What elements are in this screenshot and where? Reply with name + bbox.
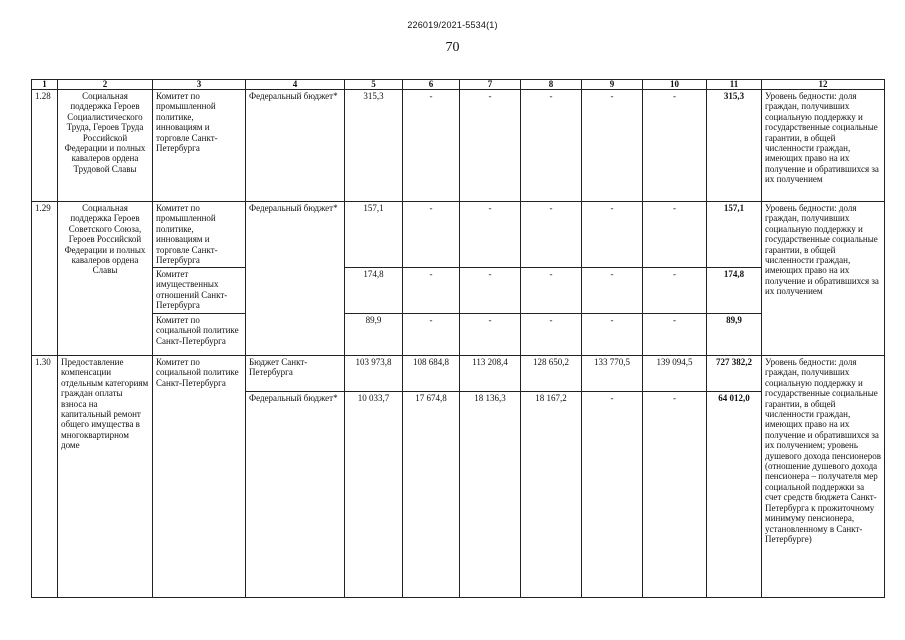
value-cell: - <box>460 314 521 356</box>
value-cell: - <box>582 202 643 268</box>
column-header: 8 <box>521 80 582 90</box>
column-header: 7 <box>460 80 521 90</box>
value-cell: 10 033,7 <box>345 392 403 598</box>
value-cell: 315,3 <box>345 90 403 202</box>
column-header: 9 <box>582 80 643 90</box>
table-row <box>32 90 885 202</box>
table-row <box>32 356 885 392</box>
value-cell: 139 094,5 <box>643 356 707 392</box>
value-cell: 89,9 <box>345 314 403 356</box>
column-header: 12 <box>762 80 885 90</box>
value-cell: - <box>403 314 460 356</box>
column-header: 3 <box>153 80 246 90</box>
total-cell: 157,1 <box>707 202 762 268</box>
value-cell: - <box>521 314 582 356</box>
table-row <box>32 268 885 314</box>
program-table <box>31 79 885 598</box>
document-id: 226019/2021-5534(1) <box>407 20 498 30</box>
value-cell: - <box>521 202 582 268</box>
value-cell: 133 770,5 <box>582 356 643 392</box>
value-cell: - <box>403 268 460 314</box>
total-cell: 89,9 <box>707 314 762 356</box>
value-cell: - <box>403 90 460 202</box>
value-cell: - <box>582 90 643 202</box>
measure-name: Предоставление компенсации отдельным категориям граждан оплаты взноса на капитальный ремонт общего имущества в многоквартирном доме <box>58 356 153 598</box>
executor: Комитет по промышленной политике, инновациям и торговле Санкт-Петербурга <box>153 202 246 268</box>
value-cell: 108 684,8 <box>403 356 460 392</box>
row-number: 1.28 <box>32 90 58 202</box>
value-cell: 18 167,2 <box>521 392 582 598</box>
executor: Комитет по социальной политике Санкт-Петербурга <box>153 356 246 598</box>
value-cell: - <box>460 90 521 202</box>
value-cell: - <box>582 314 643 356</box>
value-cell: - <box>460 268 521 314</box>
executor: Комитет по промышленной политике, инновациям и торговле Санкт-Петербурга <box>153 90 246 202</box>
total-cell: 315,3 <box>707 90 762 202</box>
executor: Комитет имущественных отношений Санкт-Петербурга <box>153 268 246 314</box>
value-cell: - <box>643 314 707 356</box>
value-cell: 174,8 <box>345 268 403 314</box>
value-cell: 17 674,8 <box>403 392 460 598</box>
row-number: 1.30 <box>32 356 58 598</box>
column-header: 6 <box>403 80 460 90</box>
column-header: 5 <box>345 80 403 90</box>
column-header: 4 <box>246 80 345 90</box>
measure-name: Социальная поддержка Героев Советского Союза, Героев Российской Федерации и полных кавалеров ордена Славы <box>58 202 153 356</box>
column-header: 2 <box>58 80 153 90</box>
value-cell: - <box>582 392 643 598</box>
indicator: Уровень бедности: доля граждан, получивших социальную поддержку и государственные социальные гарантии, в общей численности граждан, имеющих право на их получение и обратившихся за их получением <box>762 202 885 356</box>
value-cell: - <box>643 268 707 314</box>
table-row <box>32 202 885 268</box>
executor: Комитет по социальной политике Санкт-Петербурга <box>153 314 246 356</box>
column-header: 1 <box>32 80 58 90</box>
funding-source: Федеральный бюджет* <box>246 202 345 356</box>
funding-source: Бюджет Санкт-Петербурга <box>246 356 345 392</box>
funding-source: Федеральный бюджет* <box>246 90 345 202</box>
total-cell: 174,8 <box>707 268 762 314</box>
value-cell: - <box>643 202 707 268</box>
column-header: 10 <box>643 80 707 90</box>
value-cell: 157,1 <box>345 202 403 268</box>
total-cell: 727 382,2 <box>707 356 762 392</box>
value-cell: 18 136,3 <box>460 392 521 598</box>
value-cell: - <box>643 90 707 202</box>
value-cell: - <box>582 268 643 314</box>
value-cell: - <box>460 202 521 268</box>
indicator: Уровень бедности: доля граждан, получивших социальную поддержку и государственные социальные гарантии, в общей численности граждан, имеющих право на их получение и обратившихся за их получением <box>762 90 885 202</box>
table-row <box>32 314 885 356</box>
indicator: Уровень бедности: доля граждан, получивших социальную поддержку и государственные социальные гарантии, в общей численности граждан, имеющих право на их получение и обратившихся за их получением; уровень душевого дохода пенсионеров (отношение душевого дохода пенсионера – получателя мер социальной поддержки за счет средств бюджета Санкт-Петербурга к прожиточному минимуму пенсионера, установленному в Санкт-Петербурге) <box>762 356 885 598</box>
page-number: 70 <box>445 40 460 55</box>
column-header: 11 <box>707 80 762 90</box>
funding-source: Федеральный бюджет* <box>246 392 345 598</box>
value-cell: 103 973,8 <box>345 356 403 392</box>
value-cell: - <box>643 392 707 598</box>
column-number-row <box>32 80 885 90</box>
value-cell: - <box>521 90 582 202</box>
total-cell: 64 012,0 <box>707 392 762 598</box>
value-cell: - <box>403 202 460 268</box>
value-cell: - <box>521 268 582 314</box>
measure-name: Социальная поддержка Героев Социалистического Труда, Героев Труда Российской Федерации и полных кавалеров ордена Трудовой Славы <box>58 90 153 202</box>
row-number: 1.29 <box>32 202 58 356</box>
value-cell: 113 208,4 <box>460 356 521 392</box>
value-cell: 128 650,2 <box>521 356 582 392</box>
